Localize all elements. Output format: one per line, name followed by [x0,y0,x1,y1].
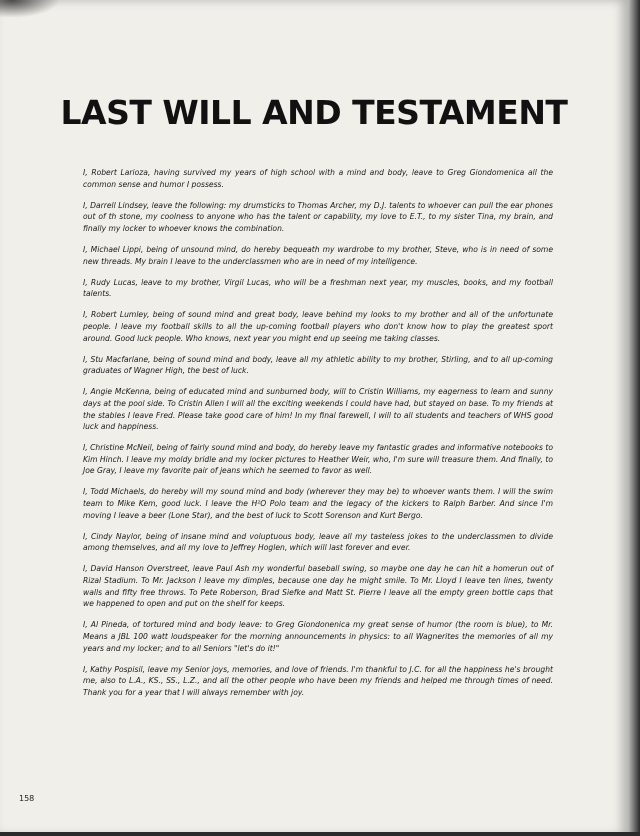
testament-paragraph: I, Robert Larioza, having survived my years of high school with a mind and body, leave to Greg Giondomenica all the common sense and humor I possess. [83,168,553,189]
testament-paragraph: I, Rudy Lucas, leave to my brother, Virgil Lucas, who will be a freshman next year, my muscles, books, and my football talents. [83,277,553,299]
page-number: 158 [19,794,35,803]
testament-paragraph: I, Michael Lippi, being of unsound mind, do hereby bequeath my wardrobe to my brother, Steve, who is in need of some new threads. My brain I leave to the underclassmen who are in need of my intelligence. [83,244,553,266]
testament-paragraph: I, Al Pineda, of tortured mind and body leave: to Greg Giondonenica my great sense of humor (the room is blue), to Mr. Means a JBL 100 watt loudspeaker for the morning announcements in physics: to all Wagnerites the memories of all my years and my locker; and to all Seniors "let's do it!" [83,620,553,653]
testament-paragraph: I, Christine McNeil, being of fairly sound mind and body, do hereby leave my fantastic grades and informative notebooks to Kim Hinch. I leave my moldy bridle and my locker pictures to Heather Weir, who, I'm sure will treasure them. And finally, to Joe Gray, I leave my favorite pair of jeans which he seemed to favor as well. [83,443,553,476]
testament-paragraph: I, Stu Macfarlane, being of sound mind and body, leave all my athletic ability to my brother, Stirling, and to all up-coming graduates of Wagner High, the best of luck. [83,354,553,376]
page-bottom-edge [0,832,640,836]
testament-paragraph: I, David Hanson Overstreet, leave Paul Ash my wonderful baseball swing, so maybe one day he can hit a homerun out of Rizal Stadium. To Mr. Jackson I leave my dimples, because one day he might smile. To Mr. Lloyd I leave ten lines, twenty walls and fifty free throws. To Pete Roberson, Brad Siefke and Matt St. Pierre I leave all the empty green bottle caps that we happened to open and put on the shelf for keeps. [83,564,553,609]
testament-paragraph: I, Angie McKenna, being of educated mind and sunburned body, will to Cristin Williams, my eagerness to learn and sunny days at the pool side. To Cristin Allen I will all the exciting weekends I could have had, but stayed on base. To my friends at the stables I leave Fred. Please take good care of him! In my final farewell, I will to all students and teachers of WHS good luck and happiness. [83,387,553,432]
page-title: LAST WILL AND TESTAMENT [60,93,568,132]
testament-paragraph: I, Kathy Pospisil, leave my Senior joys, memories, and love of friends. I'm thankful to J.C. for all the happiness he's brought me, also to L.A., KS., SS., L.Z., and all the other people who have been my friends and helped me through times of need. Thank you for a year that I will always remember with joy. [83,664,553,697]
testament-body [83,167,553,708]
page-binding-edge [628,0,640,836]
testament-paragraph: I, Todd Michaels, do hereby will my sound mind and body (wherever they may be) to whoever wants them. I will the swim team to Mike Kem, good luck. I leave the H²O Polo team and the legacy of the kickers to Ralph Barber. And since I'm moving I leave a beer (Lone Star), and the best of luck to Scott Sorenson and Kurt Bergo. [83,487,553,520]
testament-paragraph: I, Cindy Naylor, being of insane mind and voluptuous body, leave all my tasteless jokes to the underclassmen to divide among themselves, and all my love to Jeffrey Hoglen, which will last forever and ever. [83,531,553,553]
page-corner-shadow [0,0,60,18]
testament-paragraph: I, Darrell Lindsey, leave the following: my drumsticks to Thomas Archer, my D.J. talents to whoever can pull the ear phones out of th stone, my coolness to anyone who has the talent or capability, my love to E.T., to my sister Tina, my brain, and finally my locker to whoever knows the combination. [83,200,553,233]
testament-paragraph: I, Robert Lumley, being of sound mind and great body, leave behind my looks to my brother and all of the unfortunate people. I leave my football skills to all the up-coming football players who don't know how to play the greatest sport around. Good luck people. Who knows, next year you might end up seeing me taking classes. [83,310,553,343]
